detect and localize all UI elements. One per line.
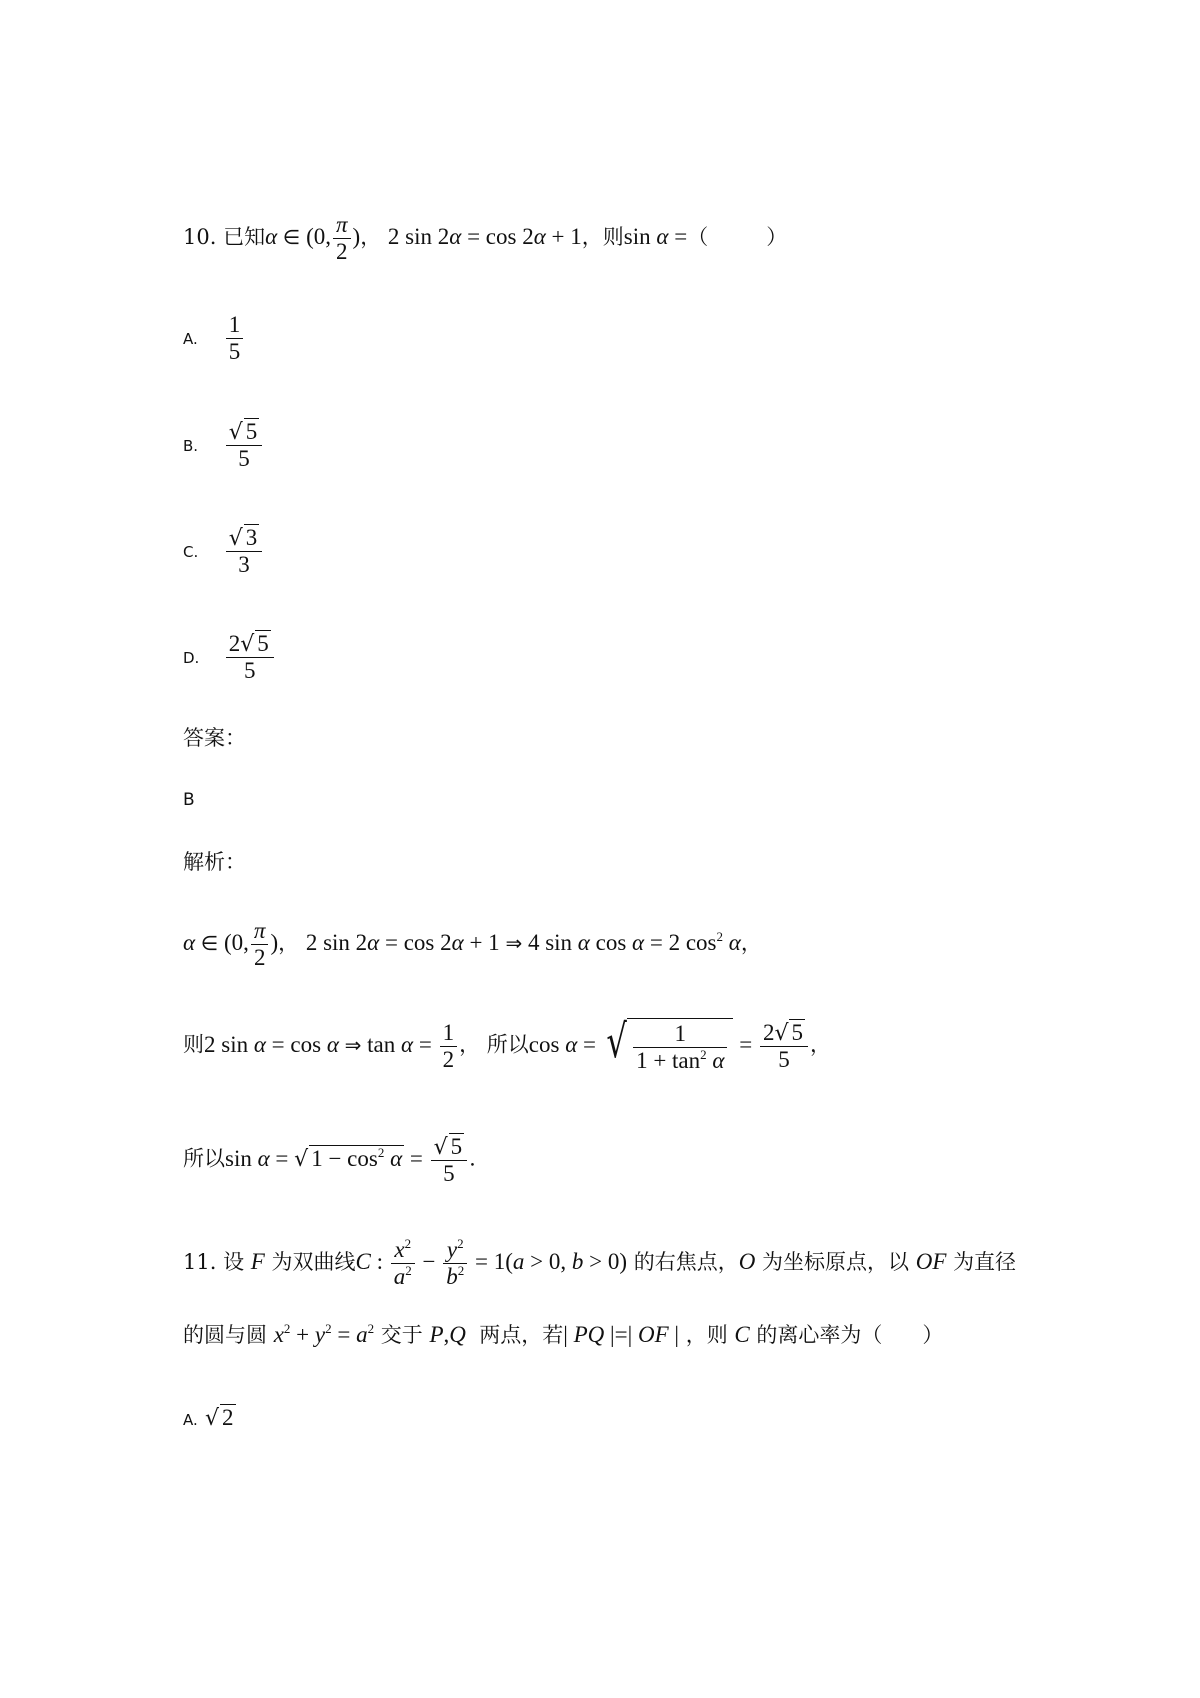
analysis-line-1: α ∈ (0, $\frac{\pi}{2}$ )， 2 sin 2α = cos 2α + 1 ⇒ 4 sin α cos α = 2 $\cos^2 \alpha$， xyxy=(183,918,762,971)
option-a[interactable] xyxy=(183,312,245,366)
hyperbola-math: C : $\frac{x^2}{a^2}$ − $\frac{y^2}{b^2}$ = 1(a > 0, b > 0) xyxy=(355,1236,628,1290)
question-number: 11. xyxy=(183,1250,217,1275)
option-label: A. xyxy=(183,1411,198,1429)
option-label: D. xyxy=(183,648,200,667)
option-a-value: $\frac{1}{5}$ xyxy=(226,312,244,366)
option-d[interactable] xyxy=(183,630,276,685)
question-11-stem-line-2: 的圆与圆 $x^2 + y^2 = a^2$ 交于 P,Q 两点，若| PQ |=| OF | ，则 C 的离心率为（ ） xyxy=(183,1321,944,1347)
option-b[interactable] xyxy=(183,418,264,473)
option-label: B. xyxy=(183,436,199,455)
analysis-heading: 解析： xyxy=(183,850,246,874)
question-10-stem: 10. 已知α ∈ (0, $\frac{\pi}{2}$ )， 2 sin 2α = cos 2α + 1，则sin α =（ ） xyxy=(183,212,788,265)
question-11-option-a[interactable] xyxy=(183,1404,236,1431)
equation-math: 2 sin 2α = cos 2α + 1 xyxy=(387,224,582,250)
question-lead: 已知 xyxy=(223,225,266,250)
target-math: sin α = xyxy=(623,224,688,250)
question-number: 10. xyxy=(183,225,217,250)
question-11-stem-line-1: 11. 设 F 为双曲线C : $\frac{x^2}{a^2}$ − $\frac{y^2}{b^2}$ = 1(a > 0, b > 0) 的右焦点，O 为坐标原点，以 OF 为直径 xyxy=(183,1236,1017,1290)
answer-heading: 答案： xyxy=(183,726,246,750)
option-b-value: $\frac{√ 5}{5}$ xyxy=(226,418,263,473)
option-a-value: √ 2 xyxy=(205,1405,234,1431)
answer-value: B xyxy=(183,790,195,810)
analysis-line-2: 则2 sin α = cos α ⇒ tan α = $\frac{1}{2}$ ， 所以cos α = √ $\frac{1}{1 + \tan^2 \alpha}$ = $\frac{2√ 5}{5}$ ， xyxy=(183,1014,831,1074)
option-c-value: $\frac{√ 3}{3}$ xyxy=(226,524,263,579)
analysis-line-3: 所以sin α = √ $1 - \cos^2 \alpha$ = $\frac{√ 5}{5}$ . xyxy=(183,1134,476,1187)
option-label: A. xyxy=(183,330,198,349)
option-c[interactable] xyxy=(183,524,264,579)
condition-math: α ∈ (0, $\frac{\pi}{2}$ ) xyxy=(265,212,361,265)
option-label: C. xyxy=(183,542,199,561)
option-d-value: $\frac{2√ 5}{5}$ xyxy=(226,630,274,685)
